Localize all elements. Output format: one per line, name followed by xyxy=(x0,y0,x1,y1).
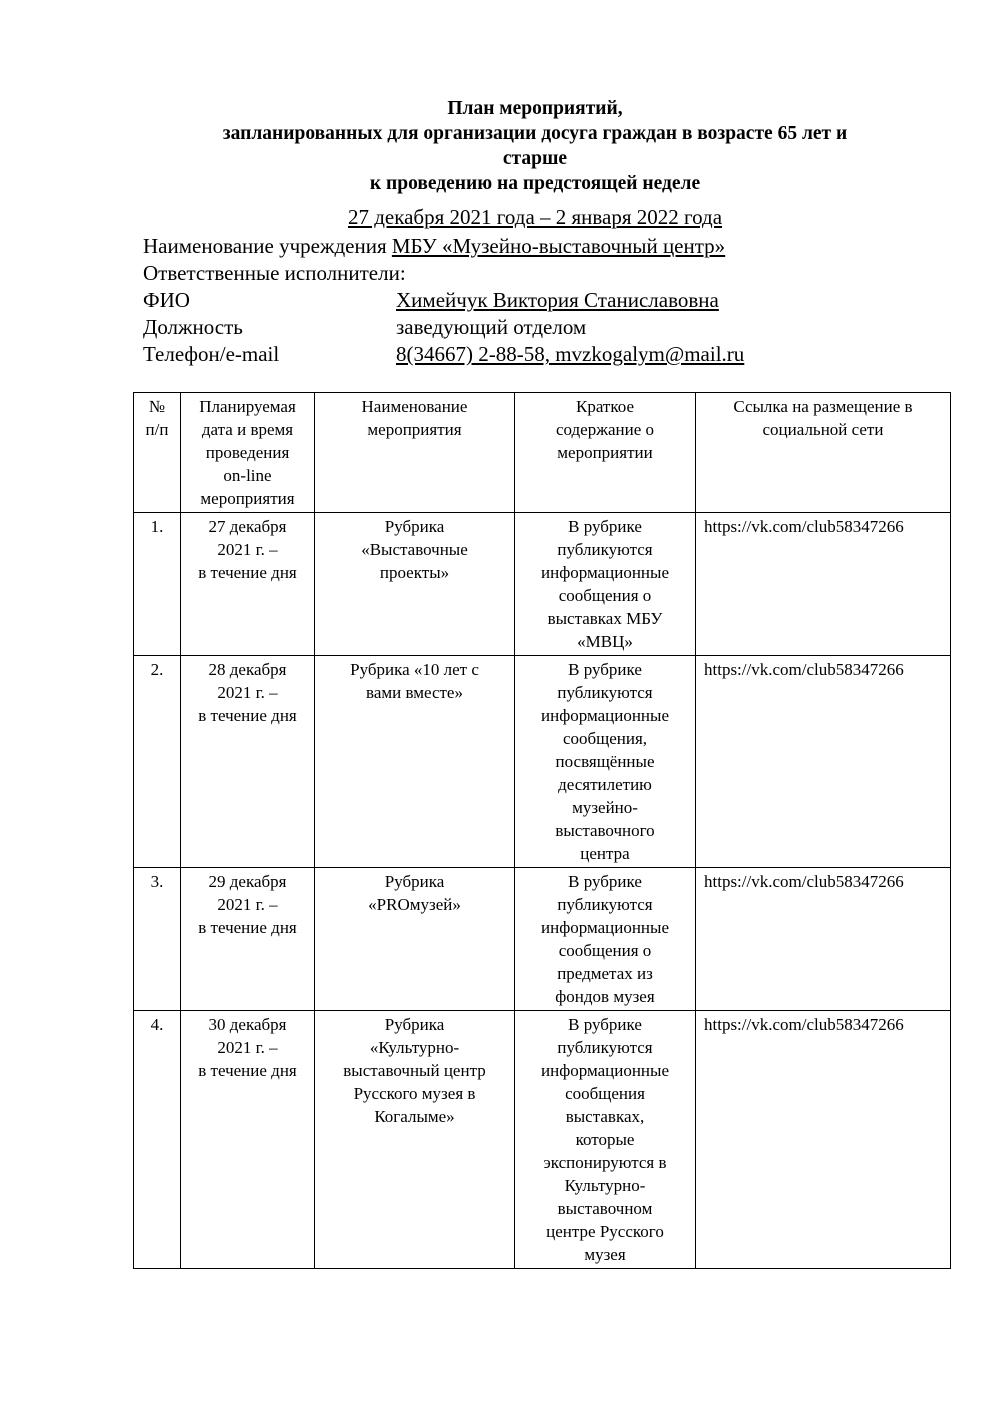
phone-label: Телефон/e-mail xyxy=(143,342,280,366)
row-date: 27 декабря 2021 г. – в течение дня xyxy=(181,513,315,656)
institution-value: МБУ «Музейно-выставочный центр» xyxy=(391,234,726,258)
events-table xyxy=(133,392,951,1269)
row-social-link[interactable]: https://vk.com/club58347266 xyxy=(696,513,951,656)
row-num: 4. xyxy=(134,1011,181,1269)
row-social-link[interactable]: https://vk.com/club58347266 xyxy=(696,1011,951,1269)
table-row xyxy=(134,868,951,1011)
row-social-link[interactable]: https://vk.com/club58347266 xyxy=(696,656,951,868)
header-num: № п/п xyxy=(134,393,181,513)
phone-value: 8(34667) 2-88-58, mvzkogalym@mail.ru xyxy=(396,342,745,366)
fio-label: ФИО xyxy=(143,288,190,312)
row-num: 3. xyxy=(134,868,181,1011)
title-line-2: запланированных для организации досуга граждан в возрасте 65 лет и xyxy=(222,123,848,144)
header-description: Краткое содержание о мероприятии xyxy=(515,393,696,513)
row-num: 1. xyxy=(134,513,181,656)
document-title xyxy=(130,96,940,196)
row-description: В рубрике публикуются информационные сообщения о выставках МБУ «МВЦ» xyxy=(515,513,696,656)
period-dates: 27 декабря 2021 года – 2 января 2022 года xyxy=(347,205,723,229)
row-description: В рубрике публикуются информационные сообщения о предметах из фондов музея xyxy=(515,868,696,1011)
table-header-row xyxy=(134,393,951,513)
table-row xyxy=(134,1011,951,1269)
header-name: Наименование мероприятия xyxy=(315,393,515,513)
row-description: В рубрике публикуются информационные сообщения, посвящённые десятилетию музейно- выставочного центра xyxy=(515,656,696,868)
institution-label: Наименование учреждения xyxy=(143,234,392,258)
row-date: 28 декабря 2021 г. – в течение дня xyxy=(181,656,315,868)
row-event-name: Рубрика «PROмузей» xyxy=(315,868,515,1011)
row-social-link[interactable]: https://vk.com/club58347266 xyxy=(696,868,951,1011)
position-value: заведующий отделом xyxy=(396,315,587,339)
institution-line xyxy=(143,233,725,259)
row-event-name: Рубрика «10 лет с вами вместе» xyxy=(315,656,515,868)
header-date: Планируемая дата и время проведения on-line мероприятия xyxy=(181,393,315,513)
row-date: 30 декабря 2021 г. – в течение дня xyxy=(181,1011,315,1269)
row-description: В рубрике публикуются информационные сообщения выставках, которые экспонируются в Культурно- выставочном центре Русского музея xyxy=(515,1011,696,1269)
table-row xyxy=(134,513,951,656)
table-row xyxy=(134,656,951,868)
row-event-name: Рубрика «Культурно- выставочный центр Русского музея в Когалыме» xyxy=(315,1011,515,1269)
row-event-name: Рубрика «Выставочные проекты» xyxy=(315,513,515,656)
title-line-3: старше xyxy=(502,148,568,169)
title-line-4: к проведению на предстоящей неделе xyxy=(369,173,701,194)
header-link: Ссылка на размещение в социальной сети xyxy=(696,393,951,513)
fio-value: Химейчук Виктория Станиславовна xyxy=(396,288,719,312)
row-num: 2. xyxy=(134,656,181,868)
row-date: 29 декабря 2021 г. – в течение дня xyxy=(181,868,315,1011)
title-line-1: План мероприятий, xyxy=(447,98,623,119)
executors-label: Ответственные исполнители: xyxy=(143,261,406,285)
position-label: Должность xyxy=(143,315,243,339)
